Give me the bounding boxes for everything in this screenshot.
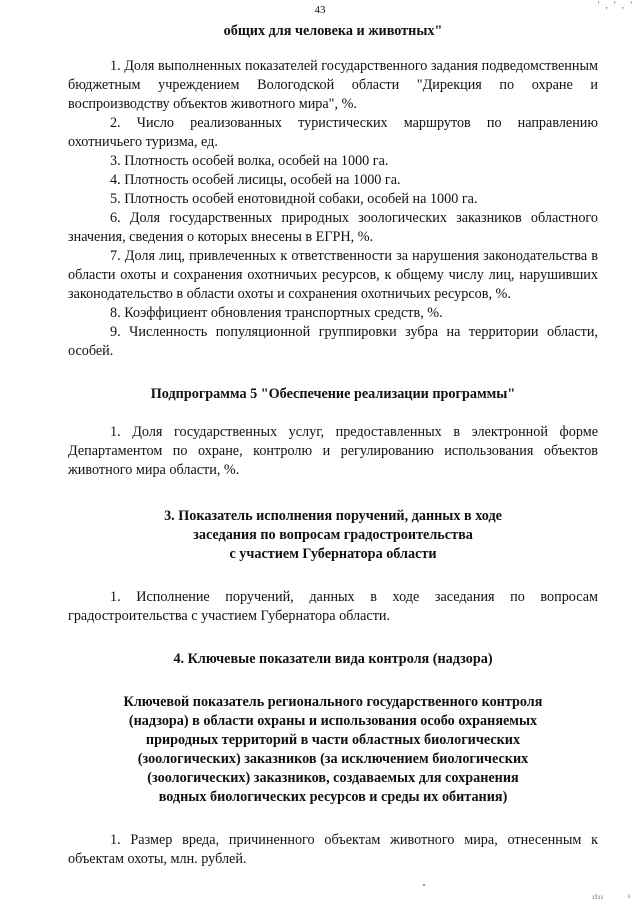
list-item: 3. Плотность особей волка, особей на 1000 га. [110, 153, 389, 169]
list-item: 1. Доля государственных услуг, предоставленных в электронной форме Департаментом по охране, контролю и регулированию использования объектов животного мира области, %. [68, 424, 598, 478]
section4-subheading-line: (надзора) в области охраны и использования особо охраняемых [128, 713, 538, 729]
corner-marks: ' , ' , ' [597, 0, 634, 10]
list-item: 1. Размер вреда, причиненного объектам животного мира, отнесенным к объектам охоты, млн. рублей. [68, 832, 598, 867]
continued-heading: общих для человека и животных" [223, 23, 443, 39]
section3-heading-line: 3. Показатель исполнения поручений, данных в ходе [164, 508, 502, 524]
page-content [68, 22, 598, 869]
list-item: 4. Плотность особей лисицы, особей на 1000 га. [110, 172, 401, 188]
subprogram5-heading: Подпрограмма 5 "Обеспечение реализации программы" [150, 386, 516, 402]
list-item: 9. Численность популяционной группировки зубра на территории области, особей. [68, 324, 598, 359]
section4-subheading-line: Ключевой показатель регионального государственного контроля [123, 694, 543, 710]
list-item: 1. Доля выполненных показателей государственного задания подведомственным бюджетным учреждением Вологодской области "Дирекция по охране и воспроизводству объектов животного мира", %. [68, 58, 598, 112]
section3-heading-line: заседания по вопросам градостроительства [193, 527, 473, 543]
section4-subheading-line: (зоологических) заказников, создаваемых для сохранения [147, 770, 519, 786]
section4-subheading-line: (зоологических) заказников (за исключением биологических [137, 751, 529, 767]
section4-heading: 4. Ключевые показатели вида контроля (надзора) [173, 651, 493, 667]
list-item: 7. Доля лиц, привлеченных к ответственности за нарушения законодательства в области охоты и сохранения охотничьих ресурсов, к общему числу лиц, нарушивших законодательство в области охоты и сохранения охотничьих ресурсов, %. [68, 248, 598, 302]
section4-subheading-line: природных территорий в части областных биологических [145, 732, 521, 748]
scan-speck [423, 884, 425, 886]
list-item: 6. Доля государственных природных зоологических заказников областного значения, сведения о которых внесены в ЕГРН, %. [68, 210, 598, 245]
bottom-marks: ılıı [592, 893, 604, 901]
list-item: 2. Число реализованных туристических маршрутов по направлению охотничьего туризма, ед. [68, 115, 598, 150]
section4-subheading [68, 693, 598, 807]
list-item: 5. Плотность особей енотовидной собаки, особей на 1000 га. [110, 191, 478, 207]
bottom-dot: ı [628, 892, 630, 900]
section3-heading [68, 507, 598, 564]
section4-subheading-line: водных биологических ресурсов и среды их обитания) [158, 789, 508, 805]
list-item: 8. Коэффициент обновления транспортных средств, %. [110, 305, 443, 321]
page-number: 43 [314, 4, 326, 16]
list-item: 1. Исполнение поручений, данных в ходе заседания по вопросам градостроительства с участием Губернатора области. [68, 589, 598, 624]
indicators-list [68, 57, 598, 361]
section3-heading-line: с участием Губернатора области [229, 546, 437, 562]
